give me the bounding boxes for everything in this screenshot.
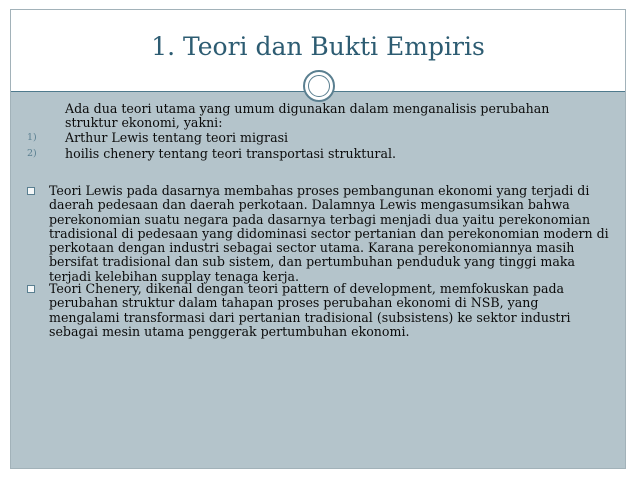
- list-item-text: Arthur Lewis tentang teori migrasi: [65, 130, 289, 145]
- bullet-text: Teori Lewis pada dasarnya membahas proses pembangunan ekonomi yang terjadi di daerah pedesaan dan daerah perkotaan. Dalamnya Lewis mengasumsikan bahwa perekonomian suatu negara pada dasarnya terbagi menjadi dua yaitu perekonomian tradisional di pedesaan yang didominasi sector pertanian dan perekonomian modern di perkotaan dengan industri sebagai sector utama. Karana perekonomiannya masih bersifat tradisional dan sub sistem, dan pertumbuhan penduduk yang tinggi maka terjadi kelebihan supplay tenaga kerja.: [49, 183, 609, 284]
- circle-ornament-icon: [303, 70, 335, 102]
- bullet-text: Teori Chenery, dikenal dengan teori pattern of development, memfokuskan pada perubahan struktur dalam tahapan proses perubahan ekonomi di NSB, yang mengalami transformasi dari pertanian tradisional (subsistens) ke sektor industri sebagai mesin utama penggerak pertumbuhan ekonomi.: [49, 281, 571, 339]
- slide: [10, 9, 626, 469]
- checkbox-bullet-icon: [27, 285, 35, 293]
- list-number: 2): [27, 148, 37, 159]
- intro-text: Ada dua teori utama yang umum digunakan dalam menganalisis perubahan struktur ekonomi, yakni:: [65, 101, 550, 131]
- list-number: 1): [27, 132, 37, 143]
- list-item-text: hoilis chenery tentang teori transportasi struktural.: [65, 146, 396, 161]
- slide-title: 1. Teori dan Bukti Empiris: [151, 32, 485, 61]
- checkbox-bullet-icon: [27, 187, 35, 195]
